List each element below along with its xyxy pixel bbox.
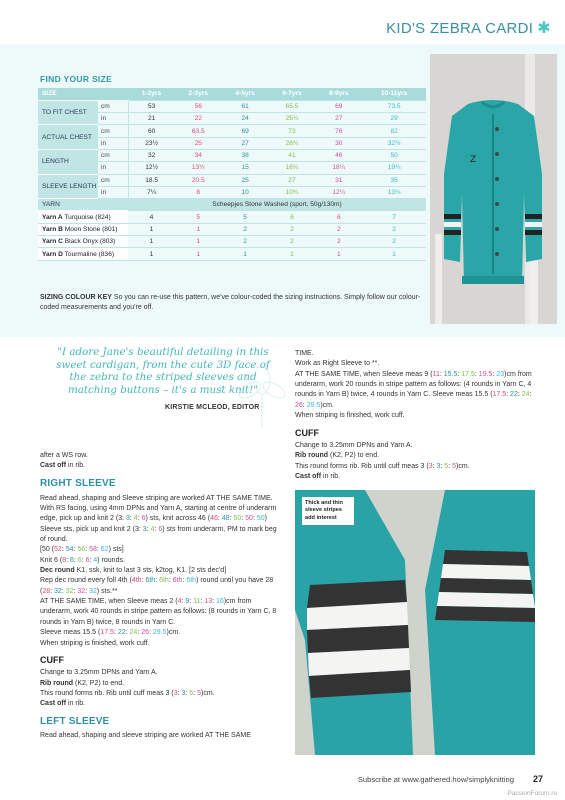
page-title: KID'S ZEBRA CARDI ✱ bbox=[386, 20, 551, 37]
instruction-text: [50 (52: 54: 56: 58: 62) sts] bbox=[40, 546, 124, 554]
instruction-text: TIME. bbox=[295, 350, 314, 357]
instruction-text: Read ahead, shaping and Sleeve striping are worked AT THE SAME TIME. bbox=[40, 494, 273, 502]
star-icon: ✱ bbox=[537, 20, 551, 37]
size-header-row: SIZE 1-2yrs 2-3yrs 4-5yrs 6-7yrs 8-9yrs 10-11yrs bbox=[38, 88, 426, 100]
instruction-text: Read ahead, shaping and sleeve striping are worked AT THE SAME bbox=[40, 732, 251, 740]
instruction-text: Knit 6 (8: 6: 6: 6: 4) rounds. bbox=[40, 556, 125, 564]
instruction-text: When striping is finished, work cuff. bbox=[295, 412, 405, 420]
table-row: in 23½ 25 27 28¾ 30 32½ bbox=[38, 137, 426, 149]
svg-text:Z: Z bbox=[470, 155, 477, 165]
subscribe-link[interactable]: Subscribe at www.gathered.how/simplyknitting bbox=[357, 775, 514, 784]
instruction-text: AT THE SAME TIME, when Sleeve meas 2 (4: 9: 11: 13: 16)cm from underarm, work 40 rounds in stripe pattern as follows: (8 rounds in Yarn C, 8 rounds in Yarn B) twice, 8 rounds in Yarn C. bbox=[40, 598, 277, 626]
instruction-text: AT THE SAME TIME, when Sleeve meas 9 (11: 15.5: 17.5: 19.5: 23)cm from underarm, work 20 rounds in stripe pattern as follows: (4 rounds in Yarn C, 4 rounds in Yarn B) twice, 4 rounds in Yarn C. Sleeve meas 15.5 (17.5: 22: 24: 26: 29.5)cm. bbox=[295, 370, 532, 409]
table-row: in 7¼ 8 10 10¾ 12¼ 13¾ bbox=[38, 186, 426, 198]
instruction-text: Rib round (K2, P2) to end. bbox=[40, 679, 125, 687]
instruction-text: This round forms rib. Rib until cuff meas 3 (3: 3: 5: 5)cm. bbox=[295, 462, 470, 470]
flower-decoration-icon bbox=[232, 360, 292, 430]
instruction-text: Change to 3.25mm DPNs and Yarn A. bbox=[40, 669, 158, 677]
instruction-text: Cast off in rib. bbox=[40, 700, 86, 708]
yarn-header-row: YARN Scheepjes Stone Washed (sport, 50g/130m) bbox=[38, 199, 426, 211]
instruction-text: after a WS row. bbox=[40, 452, 88, 459]
table-row: SLEEVE LENGTH cm 18.5 20.5 25 27 31 35 bbox=[38, 174, 426, 186]
editor-quote: "I adore Jane's beautiful detailing in this sweet cardigan, from the cute 3D face of the zebra to the striped sleeves and matching buttons – it's a must knit!" bbox=[56, 346, 270, 396]
instruction-text: Change to 3.25mm DPNs and Yarn A. bbox=[295, 441, 413, 449]
instruction-text: Rep dec round every foll 4th (4th: 6th: 6th: 6th: 6th) round until you have 28 (28: 32: 32: 32: 32) sts.** bbox=[40, 577, 274, 595]
left-column bbox=[40, 451, 280, 742]
instruction-text: Sleeve meas 15.5 (17.5: 22: 24: 26: 29.5)cm. bbox=[40, 629, 181, 637]
instruction-text: This round forms rib. Rib until cuff meas 3 (3: 3: 5: 5)cm. bbox=[40, 689, 215, 697]
instruction-text: Work as Right Sleeve to **. bbox=[295, 360, 380, 368]
size-label: SIZE bbox=[38, 88, 128, 100]
watermark: PassionForum.ru bbox=[507, 790, 557, 797]
table-row: in 21 22 24 25¾ 27 29 bbox=[38, 113, 426, 125]
instruction-text: When striping is finished, work cuff. bbox=[40, 639, 150, 647]
cuff-heading: CUFF bbox=[295, 427, 319, 438]
cuff-heading: CUFF bbox=[40, 654, 64, 665]
table-row: Yarn C Black Onyx (803) 1 1 2 2 2 2 bbox=[38, 236, 426, 248]
instruction-text: Dec round K1, ssk, knit to last 3 sts, k2tog, K1. [2 sts dec'd] bbox=[40, 567, 227, 575]
photo-caption: Thick and thin sleeve stripes add interest bbox=[302, 497, 354, 525]
right-sleeve-heading: RIGHT SLEEVE bbox=[40, 477, 116, 489]
sizing-colour-key: SIZING COLOUR KEY So you can re-use this pattern, we've colour-coded the sizing instructions. Simply follow our colour-coded measurements and you're off. bbox=[40, 294, 421, 312]
instruction-text: Cast off in rib. bbox=[40, 462, 86, 470]
table-row: in 12½ 13½ 15 16¼ 18¼ 19¾ bbox=[38, 162, 426, 174]
table-row: ACTUAL CHEST cm 60 63.5 69 73 76 82 bbox=[38, 125, 426, 137]
yarn-description: Scheepjes Stone Washed (sport, 50g/130m) bbox=[128, 199, 426, 211]
sleeve-detail-photo bbox=[295, 490, 535, 755]
instruction-text: Rib round (K2, P2) to end. bbox=[295, 452, 380, 460]
table-row: Yarn A Turquoise (824) 4 5 5 6 6 7 bbox=[38, 211, 426, 223]
left-sleeve-heading: LEFT SLEEVE bbox=[40, 715, 110, 727]
instruction-text: Cast off in rib. bbox=[295, 472, 341, 480]
table-row: TO FIT CHEST cm 53 56 61 65.5 69 73.5 bbox=[38, 100, 426, 112]
right-column bbox=[295, 349, 535, 482]
quote-author: KIRSTIE MCLEOD, EDITOR bbox=[165, 404, 260, 411]
sizing-table bbox=[38, 88, 426, 261]
table-row: Yarn B Moon Stone (801) 1 1 2 2 2 2 bbox=[38, 223, 426, 235]
cardigan-photo bbox=[430, 54, 557, 324]
instruction-text: With RS facing, using 4mm DPNs and Yarn A, starting at centre of underarm edge, pick up and knit 2 (3: 3: 4: 6) sts, knit across 46 (46: 48: 50: 50: 50) Sleeve sts, pick up and knit 2 (3: 3: 4: 6) sts from underarm, PM to mark beg of round. bbox=[40, 504, 277, 543]
table-row: Yarn D Tourmaline (836) 1 1 1 1 1 1 bbox=[38, 248, 426, 260]
table-row: LENGTH cm 32 34 38 41 46 50 bbox=[38, 149, 426, 161]
sizing-heading: FIND YOUR SIZE bbox=[40, 74, 113, 84]
page-number: 27 bbox=[532, 774, 543, 784]
